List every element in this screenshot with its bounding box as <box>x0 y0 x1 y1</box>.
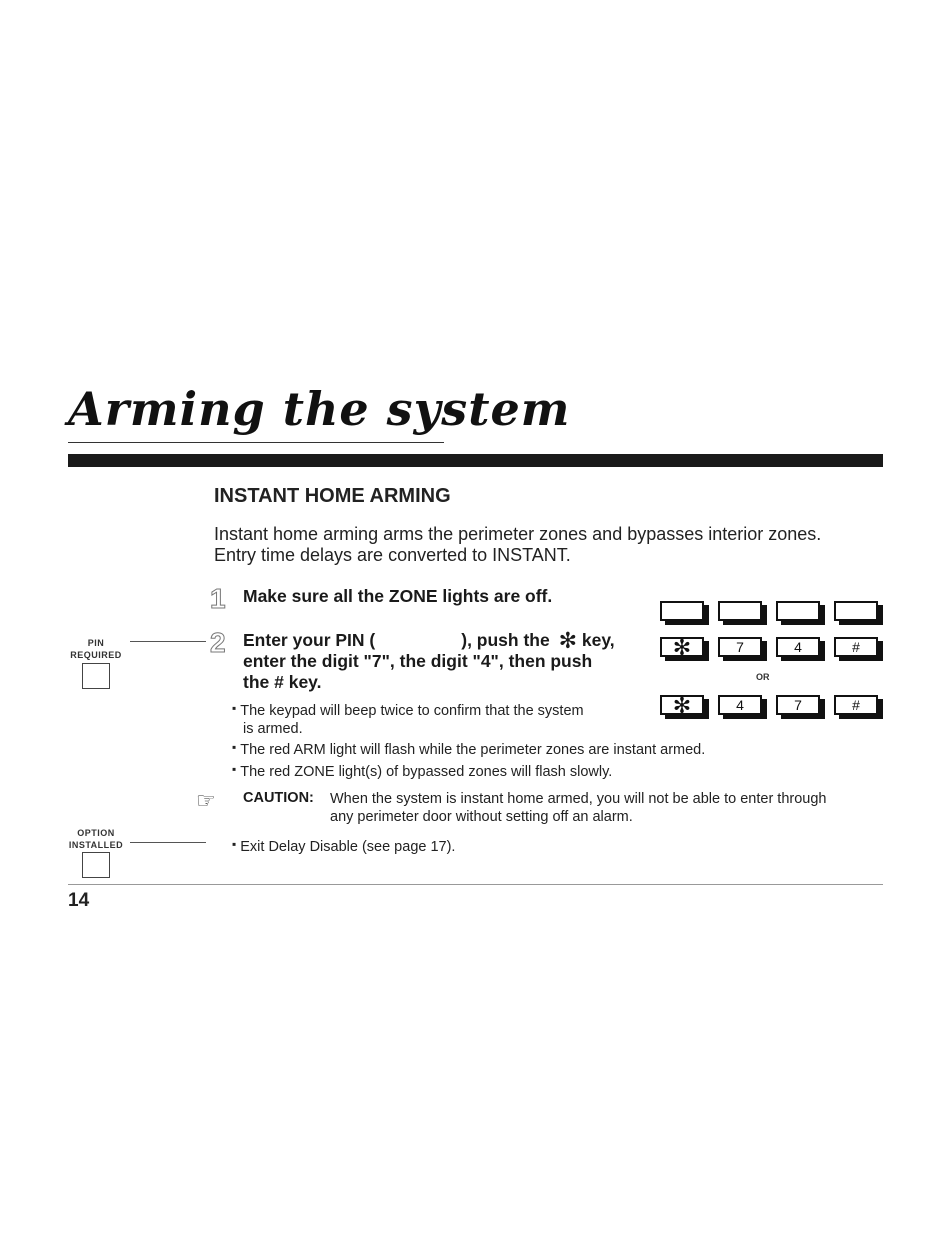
bullet-icon: ▪ <box>232 837 237 851</box>
keypad-key-blank <box>776 601 820 621</box>
section-heading: INSTANT HOME ARMING <box>214 485 451 507</box>
bullet-beep <box>232 699 642 738</box>
page-title: Arming the system <box>68 382 571 436</box>
intro-line-2: Entry time delays are converted to INSTANT. <box>214 545 571 565</box>
step-2-text <box>243 630 623 693</box>
pin-leader-line <box>130 641 206 642</box>
keypad-key-7: 7 <box>718 637 762 657</box>
step-1-number: 1 <box>210 583 226 614</box>
intro-paragraph <box>214 524 894 566</box>
section-divider-bar <box>68 454 883 467</box>
bullet-arm-light <box>232 738 705 759</box>
keypad-key-star: ✻ <box>660 695 704 715</box>
step-2-text-a: Enter your PIN ( <box>243 630 376 650</box>
option-installed-label <box>64 827 128 851</box>
or-label: OR <box>756 672 770 682</box>
footer-rule <box>68 884 883 885</box>
star-key-icon: ✻ <box>558 628 578 653</box>
pin-label-line1: PIN <box>87 638 105 648</box>
bullet-exit-delay <box>232 835 455 856</box>
option-label-line2: INSTALLED <box>68 840 124 850</box>
pointing-hand-icon: ☞ <box>196 788 216 813</box>
keypad-key-4: 4 <box>718 695 762 715</box>
bullet-icon: ▪ <box>232 762 237 776</box>
caution-text: When the system is instant home armed, you will not be able to enter through any perimeter door without setting off an alarm. <box>330 791 827 825</box>
keypad-key-blank <box>660 601 704 621</box>
bullet-beep-line1: The keypad will beep twice to confirm that the system <box>240 703 584 719</box>
pin-label-line2: REQUIRED <box>70 650 122 660</box>
intro-line-1: Instant home arming arms the perimeter zones and bypasses interior zones. <box>214 524 822 544</box>
bullet-arm-light-text: The red ARM light will flash while the perimeter zones are instant armed. <box>240 742 706 758</box>
page-number: 14 <box>68 890 90 911</box>
keypad-key-7: 7 <box>776 695 820 715</box>
keypad-key-blank <box>718 601 762 621</box>
pin-required-checkbox <box>82 663 110 689</box>
bullet-zone-light <box>232 760 612 781</box>
step-2-number: 2 <box>210 627 226 658</box>
keypad-key-hash: # <box>834 695 878 715</box>
option-installed-checkbox <box>82 852 110 878</box>
keypad-key-hash: # <box>834 637 878 657</box>
bullet-icon: ▪ <box>232 740 237 754</box>
keypad-key-blank <box>834 601 878 621</box>
option-label-line1: OPTION <box>77 828 115 838</box>
bullet-exit-delay-text: Exit Delay Disable (see page 17). <box>240 839 456 855</box>
keypad-key-4: 4 <box>776 637 820 657</box>
title-underline <box>68 442 444 443</box>
caution-label: CAUTION: <box>243 790 314 806</box>
pin-required-label <box>68 637 124 661</box>
option-leader-line <box>130 842 206 843</box>
bullet-zone-light-text: The red ZONE light(s) of bypassed zones will flash slowly. <box>240 764 613 780</box>
bullet-beep-line2: is armed. <box>243 721 303 737</box>
bullet-icon: ▪ <box>232 701 237 715</box>
step-2-text-c: key, enter the digit "7", the digit "4", then push the # key. <box>243 630 615 692</box>
step-2-text-b: ), push the <box>461 630 550 650</box>
step-1-text: Make sure all the ZONE lights are off. <box>243 586 553 606</box>
keypad-key-star: ✻ <box>660 637 704 657</box>
